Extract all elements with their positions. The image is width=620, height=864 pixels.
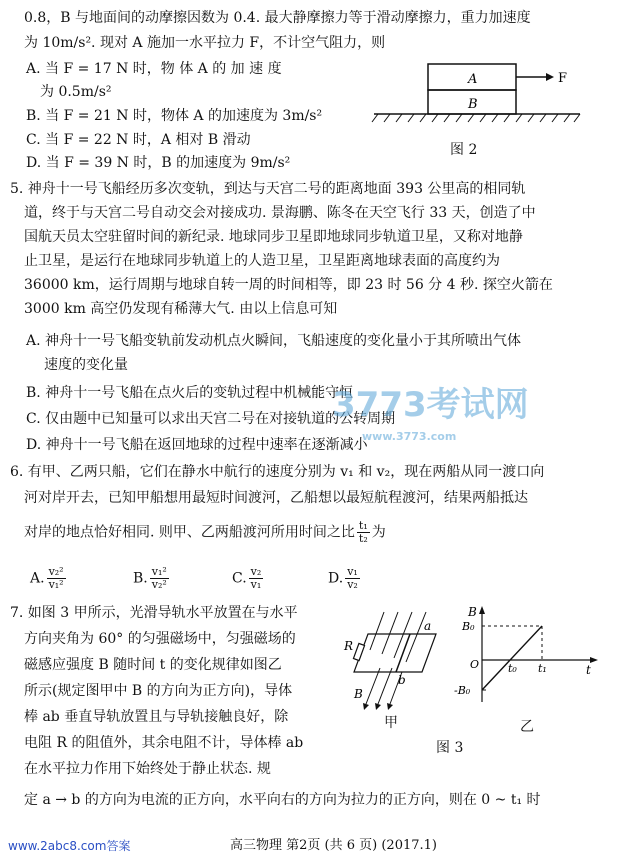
q4-text-line2: 为 10m/s². 现对 A 施加一水平拉力 F，不计空气阻力，则 [24,35,386,51]
figure-2-blocks [368,62,588,132]
q6-text-line1: 6. 有甲、乙两只船，它们在静水中航行的速度分别为 v₁ 和 v₂，现在两船从同一渡口向 [10,464,545,480]
q6-option-d-frac [345,566,360,591]
yi-neg-b0-label: -B₀ [454,684,471,697]
q6-option-a-frac [47,566,66,591]
footer-site-link[interactable]: www.2abc8.com答案 [8,839,131,853]
q7-text-line5: 棒 ab 垂直导轨放置且与导轨接触良好，除 [24,709,289,725]
q5-option-a-cont: 速度的变化量 [44,357,128,373]
q5-text-line6: 3000 km 高空仍发现有稀薄大气. 由以上信息可知 [24,301,338,317]
q6-option-d-num: v₁ [347,565,358,578]
q7-text-line1: 7. 如图 3 甲所示，光滑导轨水平放置在与水平 [10,605,298,621]
q5-option-c: C. 仅由题中已知量可以求出天宫二号在对接轨道的公转周期 [26,411,396,427]
figure-3-yi-caption: 乙 [520,719,534,735]
q6-option-b [133,566,171,591]
q4-option-a: A. 当 F = 17 N 时，物 体 A 的 加 速 度 [26,61,282,77]
q6-option-a-label: A. [30,570,45,587]
q6-option-a [30,566,68,591]
watermark-logo: 3773考试网 [332,385,529,425]
yi-t0-label: t₀ [508,662,517,675]
yi-t1-label: t₁ [538,662,547,675]
q7-text-line4: 所示(规定图甲中 B 的方向为正方向)，导体 [24,683,293,699]
q5-text-line1: 5. 神舟十一号飞船经历多次变轨，到达与天宫二号的距离地面 393 公里高的相同轨 [10,181,526,197]
q6-ratio-den: t₂ [358,532,368,545]
rod-end-a-label: a [424,619,432,633]
q6-option-d [328,566,362,591]
q6-text-line3-pre: 对岸的地点恰好相同. 则甲、乙两船渡河所用时间之比 [24,524,355,541]
block-b-label: B [468,97,478,112]
field-b-label: B [354,687,363,701]
yi-axis-b-label: B [468,605,477,619]
resistor-r-label: R [344,639,354,653]
block-a-label: A [468,72,478,87]
q6-option-b-den: v₂² [151,578,167,591]
q7-text-line2: 方向夹角为 60° 的匀强磁场中，匀强磁场的 [24,631,296,647]
q5-text-line5: 36000 km，运行周期与地球自转一周的时间相等，即 23 时 56 分 4 秒. 探空火箭在 [24,277,553,293]
q6-option-c [232,566,265,591]
figure-3-jia-caption: 甲 [384,715,398,731]
q5-option-a: A. 神舟十一号飞船变轨前发动机点火瞬间，飞船速度的变化量小于其所喷出气体 [26,333,522,349]
q4-option-c: C. 当 F = 22 N 时，A 相对 B 滑动 [26,132,251,148]
q6-option-b-num: v₁² [151,565,167,578]
q7-text-line3: 磁感应强度 B 随时间 t 的变化规律如图乙 [24,657,282,673]
q7-text-line8: 定 a → b 的方向为电流的正方向，水平向右的方向为拉力的正方向，则在 0 ~ t₁ 时 [24,792,541,808]
q6-option-d-den: v₂ [347,578,358,591]
q6-text-line3-post: 为 [371,524,386,541]
yi-b0-label: B₀ [462,620,475,633]
q6-text-line2: 河对岸开去，已知甲船想用最短时间渡河，乙船想以最短航程渡河，结果两船抵达 [24,490,528,506]
q6-time-ratio [357,520,370,545]
figure-2-caption: 图 2 [450,142,478,158]
force-label: F [558,71,568,86]
q5-text-line3: 国航天员太空驻留时间的新纪录. 地球同步卫星即地球同步轨道卫星，又称对地静 [24,229,523,245]
q5-text-line2: 道，终于与天宫二号自动交会对接成功. 景海鹏、陈冬在天空飞行 33 天，创造了中 [24,205,536,221]
rod-end-b-label: b [398,673,406,687]
q6-option-c-frac [249,566,264,591]
q5-option-b: B. 神舟十一号飞船在点火后的变轨过程中机械能守恒 [26,385,354,401]
q5-text-line4: 止卫星，是运行在地球同步轨道上的人造卫星，卫星距离地球表面的高度约为 [24,253,500,269]
q5-option-d: D. 神舟十一号飞船在返回地球的过程中速率在逐渐减小 [26,437,368,453]
q6-text-line3 [24,520,386,545]
q4-text-line1: 0.8，B 与地面间的动摩擦因数为 0.4. 最大静摩擦力等于滑动摩擦力，重力加速度 [24,10,531,26]
q6-option-a-den: v₁² [48,578,64,591]
q6-option-b-frac [150,566,169,591]
figure-3-jia-rails [340,606,450,714]
watermark-url: www.3773.com [362,430,457,443]
q6-option-c-den: v₁ [250,578,262,591]
figure-3-caption: 图 3 [436,740,464,756]
q6-option-d-label: D. [328,570,344,587]
q6-option-b-label: B. [133,570,148,587]
q4-option-b: B. 当 F = 21 N 时，物体 A 的加速度为 3m/s² [26,108,323,124]
q6-option-a-num: v₂² [48,565,64,578]
q7-text-line6: 电阻 R 的阻值外，其余电阻不计，导体棒 ab [24,735,304,751]
q4-option-a-cont: 为 0.5m/s² [40,84,112,100]
q6-option-c-label: C. [232,570,247,587]
q6-ratio-num: t₁ [358,519,368,532]
q6-option-c-num: v₂ [250,565,262,578]
q7-text-line7: 在水平拉力作用下始终处于静止状态. 规 [24,761,271,777]
yi-origin-label: O [470,658,480,671]
q4-option-d: D. 当 F = 39 N 时，B 的加速度为 9m/s² [26,155,291,171]
footer-page-info: 高三物理 第2页 (共 6 页) (2017.1) [230,838,437,853]
figure-3-yi-graph [452,604,602,710]
yi-axis-t-label: t [586,663,591,677]
